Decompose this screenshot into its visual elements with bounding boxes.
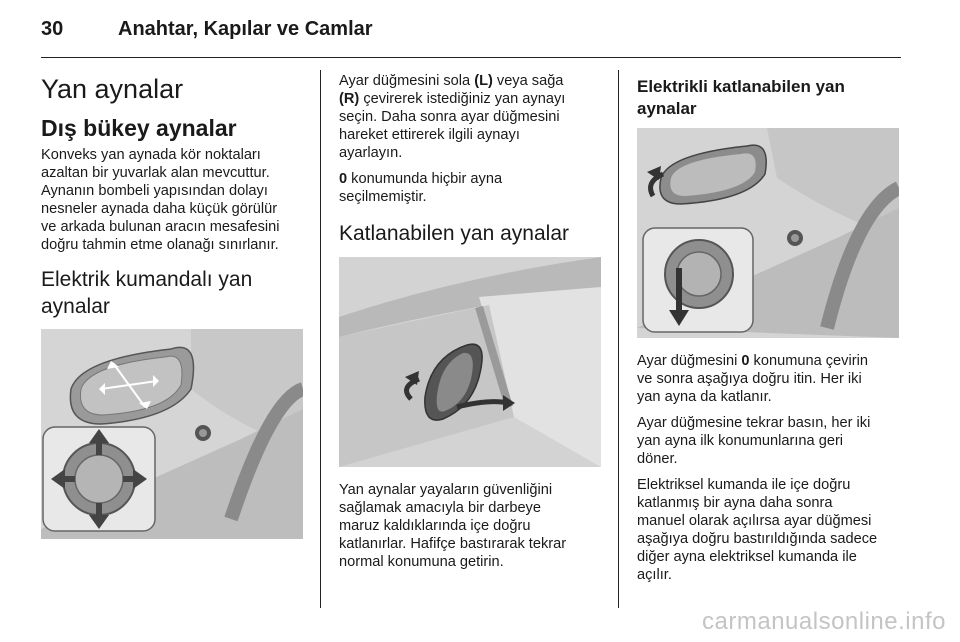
text-run: (L) <box>474 73 493 89</box>
text-line: Yan aynalar yayaların güvenliğini <box>339 482 553 498</box>
column-3 <box>637 72 903 584</box>
watermark: carmanualsonline.info <box>702 608 946 635</box>
folding-mirrors-text <box>339 481 601 571</box>
heading-line: Elektrikli katlanabilen yan <box>637 77 845 96</box>
text-line: azaltan bir yuvarlak alan mevcuttur. <box>41 165 270 181</box>
column-1 <box>41 72 307 539</box>
text-line <box>339 90 601 108</box>
section-title: Yan aynalar <box>41 74 184 104</box>
text-run: konumunda hiçbir ayna <box>347 171 503 187</box>
text-line: hareket ettirerek ilgili aynayı <box>339 127 520 143</box>
zero-position-text <box>339 170 601 206</box>
text-run: (R) <box>339 91 360 107</box>
text-line: seçin. Daha sonra ayar düğmesini <box>339 109 560 125</box>
heading-line: aynalar <box>41 295 110 318</box>
text-run: Ayar düğmesini <box>637 353 742 369</box>
convex-mirrors-text <box>41 146 307 254</box>
fold-instructions <box>637 352 903 406</box>
text-line: doğru tahmin etme olanağı sınırlanır. <box>41 237 279 253</box>
chapter-title: Anahtar, Kapılar ve Camlar <box>118 18 373 40</box>
text-line: aşağıya doğru bastırıldığında sadece <box>637 531 878 547</box>
text-line: Konveks yan aynada kör noktaları <box>41 147 261 163</box>
text-line: manuel olarak açılırsa ayar düğmesi <box>637 513 872 529</box>
page-number: 30 <box>41 18 64 40</box>
text-line: ayarlayın. <box>339 145 403 161</box>
text-line: yan ayna da katlanır. <box>637 389 772 405</box>
column-2 <box>339 72 601 571</box>
text-line: normal konumuna getirin. <box>339 554 504 570</box>
text-line <box>339 170 601 188</box>
text-line: maruz kaldıklarında içe doğru <box>339 518 531 534</box>
electric-mirrors-heading <box>41 266 307 320</box>
text-run: 0 <box>741 353 750 369</box>
heading-line: aynalar <box>637 99 697 118</box>
text-line: ve sonra aşağıya doğru itin. Her iki <box>637 371 862 387</box>
column-divider-1 <box>320 70 321 608</box>
text-run: 0 <box>339 171 348 187</box>
text-line: döner. <box>637 451 678 467</box>
text-run: veya sağa <box>492 73 564 89</box>
electric-folding-illustration <box>637 128 899 338</box>
convex-mirrors-heading: Dış bükey aynalar <box>41 115 237 141</box>
text-run: Ayar düğmesini sola <box>339 73 475 89</box>
unfold-instructions <box>637 414 903 468</box>
text-line <box>637 352 903 370</box>
text-line: diğer ayna elektriksel kumanda ile <box>637 549 857 565</box>
text-line: ve arkada bulunan aracın mesafesini <box>41 219 280 235</box>
page-header <box>41 18 901 48</box>
adjust-instructions <box>339 72 601 162</box>
text-line: sağlamak amacıyla bir darbeye <box>339 500 541 516</box>
text-line: katlanırlar. Hafifçe bastırarak tekrar <box>339 536 567 552</box>
text-line: Aynanın bombeli yapısından dolayı <box>41 183 268 199</box>
text-line: seçilmemiştir. <box>339 189 427 205</box>
manual-unfold-note <box>637 476 903 584</box>
text-line: nesneler aynada daha küçük görülür <box>41 201 278 217</box>
header-rule <box>41 57 901 58</box>
electric-folding-heading <box>637 76 903 120</box>
folding-mirrors-heading: Katlanabilen yan aynalar <box>339 222 569 245</box>
mirror-adjust-illustration <box>41 329 303 539</box>
text-line: Ayar düğmesine tekrar basın, her iki <box>637 415 871 431</box>
text-line: yan ayna ilk konumunlarına geri <box>637 433 844 449</box>
column-divider-2 <box>618 70 619 608</box>
text-line: açılır. <box>637 567 672 583</box>
text-run: çevirerek istediğiniz yan aynayı <box>359 91 566 107</box>
heading-line: Elektrik kumandalı yan <box>41 268 253 291</box>
text-run: konumuna çevirin <box>749 353 868 369</box>
folding-mirror-illustration <box>339 257 601 467</box>
text-line: katlanmış bir ayna daha sonra <box>637 495 833 511</box>
text-line <box>339 72 601 90</box>
text-line: Elektriksel kumanda ile içe doğru <box>637 477 851 493</box>
